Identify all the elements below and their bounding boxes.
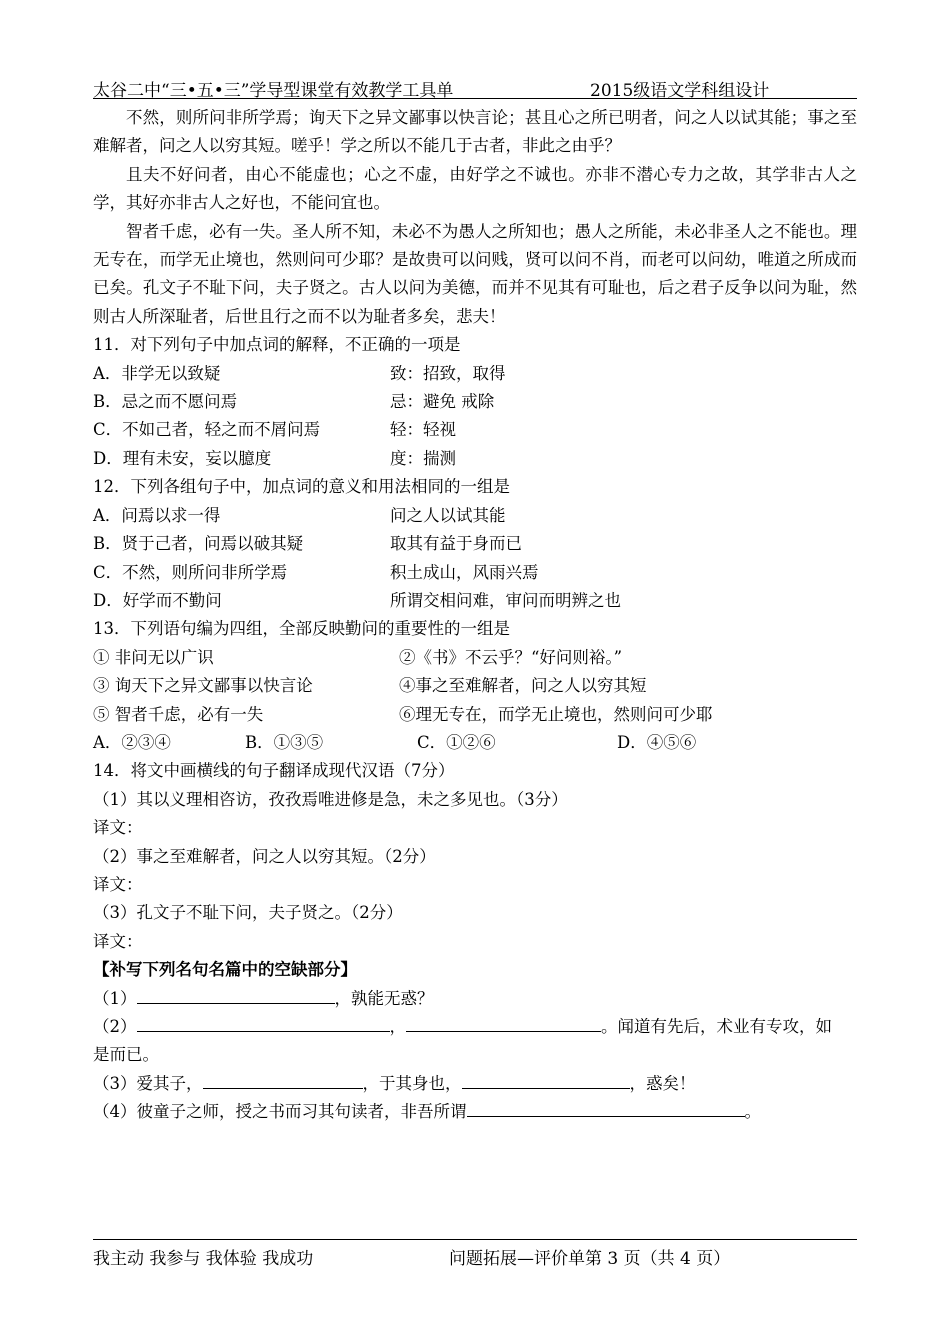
passage-paragraph-2: 且夫不好问者，由心不能虚也；心之不虚，由好学之不诚也。亦非不潜心专力之故，其学非古人之学，其好亦非古人之好也，不能问宜也。 — [93, 164, 857, 213]
choice-a: A．②③④ — [93, 732, 171, 752]
fill-blank[interactable] — [467, 1100, 745, 1117]
option-sentence: C．不如己者，轻之而不屑问焉 — [93, 420, 321, 440]
fill-section-title: 【补写下列名句名篇中的空缺部分】 — [93, 960, 357, 980]
fill-text: 。闻道有先后，术业有专攻，如 — [601, 1017, 832, 1036]
option-sentence-1: A．问焉以求一得 — [93, 505, 221, 525]
question-12-stem: 12．下列各组句子中，加点词的意义和用法相同的一组是 — [93, 477, 510, 497]
option-sentence-2: 取其有益于身而已 — [390, 534, 522, 554]
question-12-option-d — [93, 587, 857, 615]
question-13-stem: 13．下列语句编为四组，全部反映勤问的重要性的一组是 — [93, 619, 510, 639]
fill-text: （3）爱其子， — [93, 1073, 203, 1093]
translation-label-3: 译文： — [93, 931, 143, 951]
question-14-stem: 14．将文中画横线的句子翻译成现代汉语（7分） — [93, 761, 455, 781]
fill-line-2 — [93, 1013, 857, 1041]
fill-line-1 — [93, 985, 857, 1013]
question-13-items-row-2 — [93, 672, 857, 700]
item-2: ②《书》不云乎？“好问则裕。” — [399, 647, 623, 667]
question-11-option-c — [93, 416, 857, 444]
option-sentence-2: 问之人以试其能 — [390, 505, 506, 525]
fill-text: ，于其身也， — [362, 1073, 462, 1093]
question-11-option-d — [93, 445, 857, 473]
option-sentence-1: C．不然，则所问非所学焉 — [93, 562, 288, 582]
question-14-part-2: （2）事之至难解者，问之人以穷其短。（2分） — [93, 846, 436, 866]
option-explanation: 忌：避免 戒除 — [390, 392, 495, 412]
item-5: ⑤ 智者千虑，必有一失 — [93, 704, 264, 724]
choice-d: D．④⑤⑥ — [617, 732, 697, 752]
fill-blank[interactable] — [406, 1015, 601, 1032]
fill-blank[interactable] — [462, 1072, 630, 1089]
item-6: ⑥理无专在，而学无止境也，然则问可少耶 — [399, 704, 713, 724]
question-13-choices — [93, 729, 857, 757]
option-sentence-2: 所谓交相问难，审问而明辨之也 — [390, 590, 621, 610]
option-sentence-2: 积土成山，风雨兴焉 — [390, 562, 539, 582]
question-11-option-a — [93, 360, 857, 388]
option-sentence-1: D．好学而不勤问 — [93, 590, 222, 610]
fill-line-3 — [93, 1070, 857, 1098]
fill-text: ， — [389, 1017, 406, 1036]
question-14-part-3: （3）孔文子不耻下问，夫子贤之。（2分） — [93, 903, 403, 923]
footer-slogan: 我主动 我参与 我体验 我成功 — [93, 1249, 314, 1269]
fill-text: ，惑矣！ — [629, 1073, 696, 1093]
fill-blank[interactable] — [137, 1015, 390, 1032]
item-1: ① 非问无以广识 — [93, 647, 214, 667]
question-12-option-a — [93, 502, 857, 530]
choice-c: C．①②⑥ — [417, 732, 496, 752]
question-13-items-row-3 — [93, 701, 857, 729]
fill-text: （4）彼童子之师，授之书而习其句读者，非吾所谓 — [93, 1102, 467, 1122]
option-sentence: B．忌之而不愿问焉 — [93, 392, 238, 412]
question-11-option-b — [93, 388, 857, 416]
translation-label-1: 译文： — [93, 818, 143, 838]
question-13-items-row-1 — [93, 644, 857, 672]
page-footer — [93, 1239, 857, 1269]
option-sentence: D．理有未安，妄以臆度 — [93, 448, 272, 468]
header-designer: 2015级语文学科组设计 — [590, 81, 770, 101]
fill-number-1: （1） — [93, 988, 137, 1008]
option-sentence-1: B．贤于己者，问焉以破其疑 — [93, 534, 304, 554]
fill-text: ，孰能无惑？ — [334, 988, 434, 1008]
page-header — [93, 76, 857, 99]
fill-line-2-continued: 是而已。 — [93, 1045, 159, 1065]
passage-paragraph-1: 不然，则所问非所学焉；询天下之异文鄙事以快言论；甚且心之所已明者，问之人以试其能；事之至难解者，问之人以穷其短。嗟乎！学之所以不能几于古者，非此之由乎？ — [93, 108, 857, 156]
footer-page-number: 问题拓展—评价单第 3 页（共 4 页） — [449, 1249, 731, 1269]
fill-blank[interactable] — [137, 987, 335, 1004]
question-12-option-b — [93, 530, 857, 558]
passage-paragraph-3: 智者千虑，必有一失。圣人所不知，未必不为愚人之所知也；愚人之所能，未必非圣人之不能也。理无专在，而学无止境也，然则问可少耶？是故贵可以问贱，贤可以问不肖，而老可以问幼，唯道之所成而已矣。孔文子不耻下问，夫子贤之。古人以问为美德，而并不见其有可耻也，后之君子反争以问为耻，然则古人所深耻者，后世且行之而不以为耻者多矣，悲夫！ — [93, 221, 857, 326]
header-school-title: 太谷二中“三•五•三”学导型课堂有效教学工具单 — [93, 81, 454, 101]
choice-b: B．①③⑤ — [245, 732, 324, 752]
fill-blank[interactable] — [203, 1072, 363, 1089]
item-3: ③ 询天下之异文鄙事以快言论 — [93, 676, 313, 696]
fill-text: 。 — [744, 1102, 761, 1122]
document-body — [93, 104, 857, 1127]
translation-label-2: 译文： — [93, 874, 143, 894]
fill-line-4 — [93, 1098, 857, 1126]
question-14-part-1: （1）其以义理相咨访，孜孜焉唯进修是急，未之多见也。（3分） — [93, 789, 568, 809]
item-4: ④事之至难解者，问之人以穷其短 — [399, 676, 647, 696]
question-11-stem: 11．对下列句子中加点词的解释，不正确的一项是 — [93, 335, 461, 355]
option-explanation: 度：揣测 — [390, 448, 456, 468]
question-12-option-c — [93, 559, 857, 587]
option-sentence: A．非学无以致疑 — [93, 363, 221, 383]
option-explanation: 轻：轻视 — [390, 420, 456, 440]
option-explanation: 致：招致，取得 — [390, 363, 506, 383]
fill-number-2: （2） — [93, 1017, 137, 1036]
